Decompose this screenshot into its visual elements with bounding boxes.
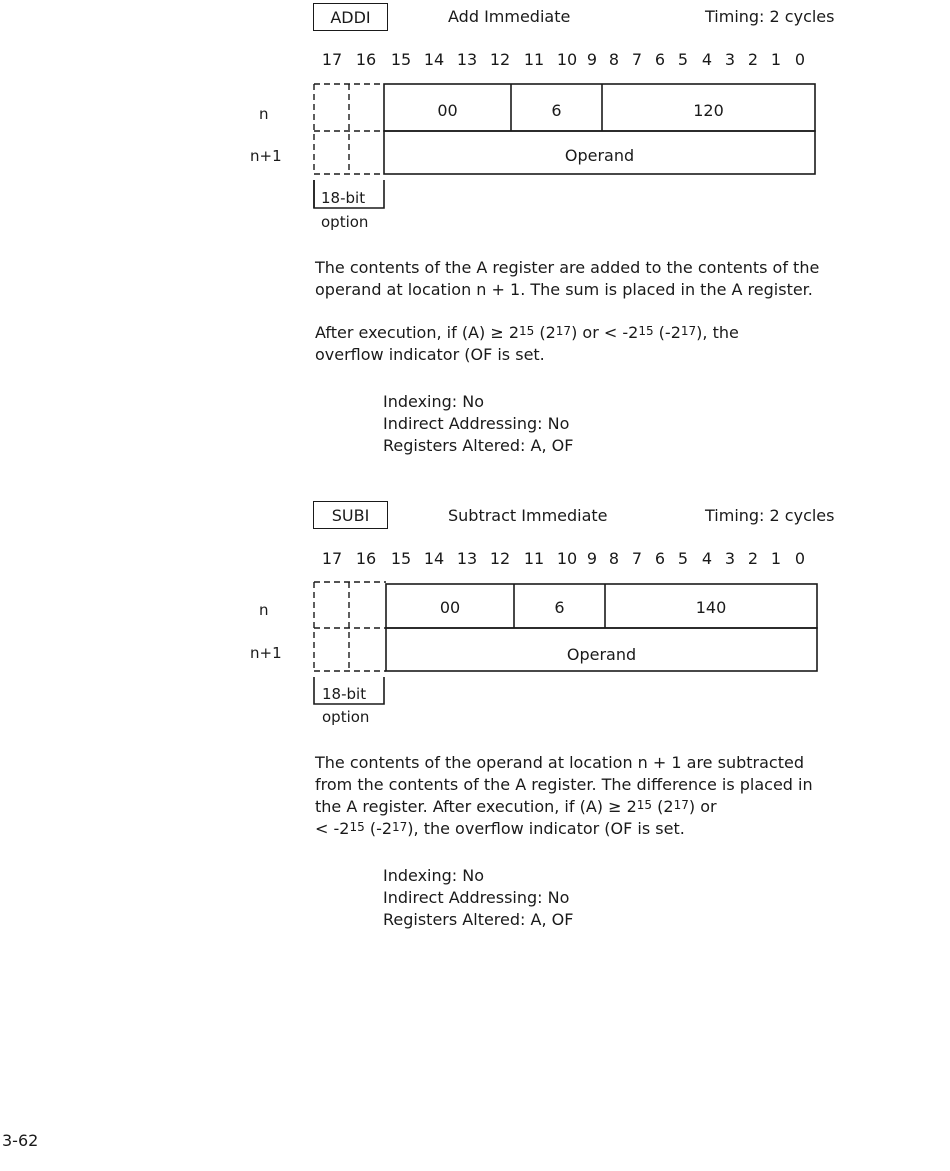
bit-number: 1 [770, 549, 782, 568]
field-class: 6 [554, 598, 565, 617]
description-line: The contents of the A register are added to the contents of the [315, 258, 820, 277]
field-op-code: 00 [439, 598, 461, 617]
bit-number: 8 [608, 50, 620, 69]
description-line: from the contents of the A register. The difference is placed in [315, 775, 813, 794]
bit-number: 0 [794, 549, 806, 568]
operand-field: Operand [566, 645, 637, 664]
bit-number: 17 [321, 50, 343, 69]
properties [383, 865, 573, 931]
overflow-text: overflow indicator (OF is set. [315, 345, 545, 364]
bit-number: 13 [456, 50, 478, 69]
bit-number: 13 [456, 549, 478, 568]
field-class: 6 [551, 101, 562, 120]
field-op-code: 00 [437, 101, 458, 120]
bit-number: 8 [608, 549, 620, 568]
instruction-name: Subtract Immediate [448, 506, 608, 525]
bit-number: 15 [390, 50, 412, 69]
bit-number: 4 [701, 50, 713, 69]
bit-number: 14 [423, 50, 445, 69]
bit-number: 6 [654, 549, 666, 568]
description-line: The contents of the operand at location n + 1 are subtracted [315, 753, 804, 772]
overflow-text: ), the [696, 323, 739, 342]
row-label-n: n [259, 601, 269, 619]
mnemonic-box: SUBI [313, 501, 388, 529]
operand-field: Operand [564, 146, 635, 165]
registers-altered: Registers Altered: A, OF [383, 436, 574, 455]
description-line: operand at location n + 1. The sum is placed in the A register. [315, 280, 813, 299]
bit-number: 5 [677, 549, 689, 568]
row-label-n: n [259, 105, 269, 123]
timing: Timing: 2 cycles [705, 506, 835, 525]
overflow-text: ) or [688, 797, 717, 816]
row-label-n-plus-1: n+1 [250, 147, 282, 165]
indirect-addressing: Indirect Addressing: No [383, 888, 570, 907]
bit-number: 16 [355, 549, 377, 568]
bit-number: 11 [523, 549, 545, 568]
page-number: 3-62 [2, 1131, 39, 1150]
overflow-text: (-2 [653, 323, 681, 342]
description [315, 257, 819, 301]
properties [383, 391, 573, 457]
instruction-name: Add Immediate [448, 7, 571, 26]
bit-number: 4 [701, 549, 713, 568]
exponent: 17 [680, 324, 697, 338]
overflow-text: After execution, if (A) ≥ 2 [315, 323, 519, 342]
bit-number: 10 [556, 549, 578, 568]
exponent: 15 [638, 324, 654, 338]
exponent: 15 [636, 798, 653, 812]
bit-number: 2 [747, 50, 759, 69]
overflow-description [315, 322, 739, 366]
bit-number: 7 [631, 50, 643, 69]
field-function: 120 [693, 101, 724, 120]
overflow-text: (2 [534, 323, 556, 342]
bit-number: 12 [489, 50, 511, 69]
overflow-text: (-2 [364, 819, 393, 838]
indexing: Indexing: No [383, 392, 485, 411]
bit-number: 14 [423, 549, 445, 568]
bit-number: 3 [724, 50, 736, 69]
field-function: 140 [695, 598, 727, 617]
registers-altered: Registers Altered: A, OF [383, 910, 574, 929]
mnemonic-box: ADDI [313, 3, 388, 31]
exponent: 15 [519, 324, 535, 338]
indirect-addressing: Indirect Addressing: No [383, 414, 570, 433]
bit-number: 9 [586, 549, 598, 568]
description [315, 752, 813, 840]
overflow-text: < -2 [315, 819, 350, 838]
exponent: 15 [349, 820, 365, 834]
bit-number: 17 [321, 549, 343, 568]
bit-number: 1 [770, 50, 782, 69]
exponent: 17 [392, 820, 408, 834]
overflow-text: ) or < -2 [571, 323, 639, 342]
overflow-text: (2 [652, 797, 674, 816]
bit-number: 16 [355, 50, 377, 69]
bit-number: 12 [489, 549, 511, 568]
bit-number: 3 [724, 549, 736, 568]
option-label: 18-bit [321, 189, 366, 207]
overflow-text: ), the overflow indicator (OF is set. [407, 819, 685, 838]
bit-number: 2 [747, 549, 759, 568]
row-label-n-plus-1: n+1 [250, 644, 282, 662]
option-caption: option [321, 213, 369, 231]
option-label: 18-bit [322, 685, 367, 703]
bit-number: 0 [794, 50, 806, 69]
bit-number: 6 [654, 50, 666, 69]
bit-number: 10 [556, 50, 578, 69]
bit-number: 15 [390, 549, 412, 568]
option-caption: option [322, 708, 370, 726]
bit-number: 5 [677, 50, 689, 69]
exponent: 17 [555, 324, 572, 338]
indexing: Indexing: No [383, 866, 485, 885]
overflow-text: the A register. After execution, if (A) ≥ 2 [315, 797, 637, 816]
timing: Timing: 2 cycles [705, 7, 835, 26]
bit-number: 7 [631, 549, 643, 568]
bit-number: 11 [523, 50, 545, 69]
bit-number: 9 [586, 50, 598, 69]
exponent: 17 [673, 798, 689, 812]
